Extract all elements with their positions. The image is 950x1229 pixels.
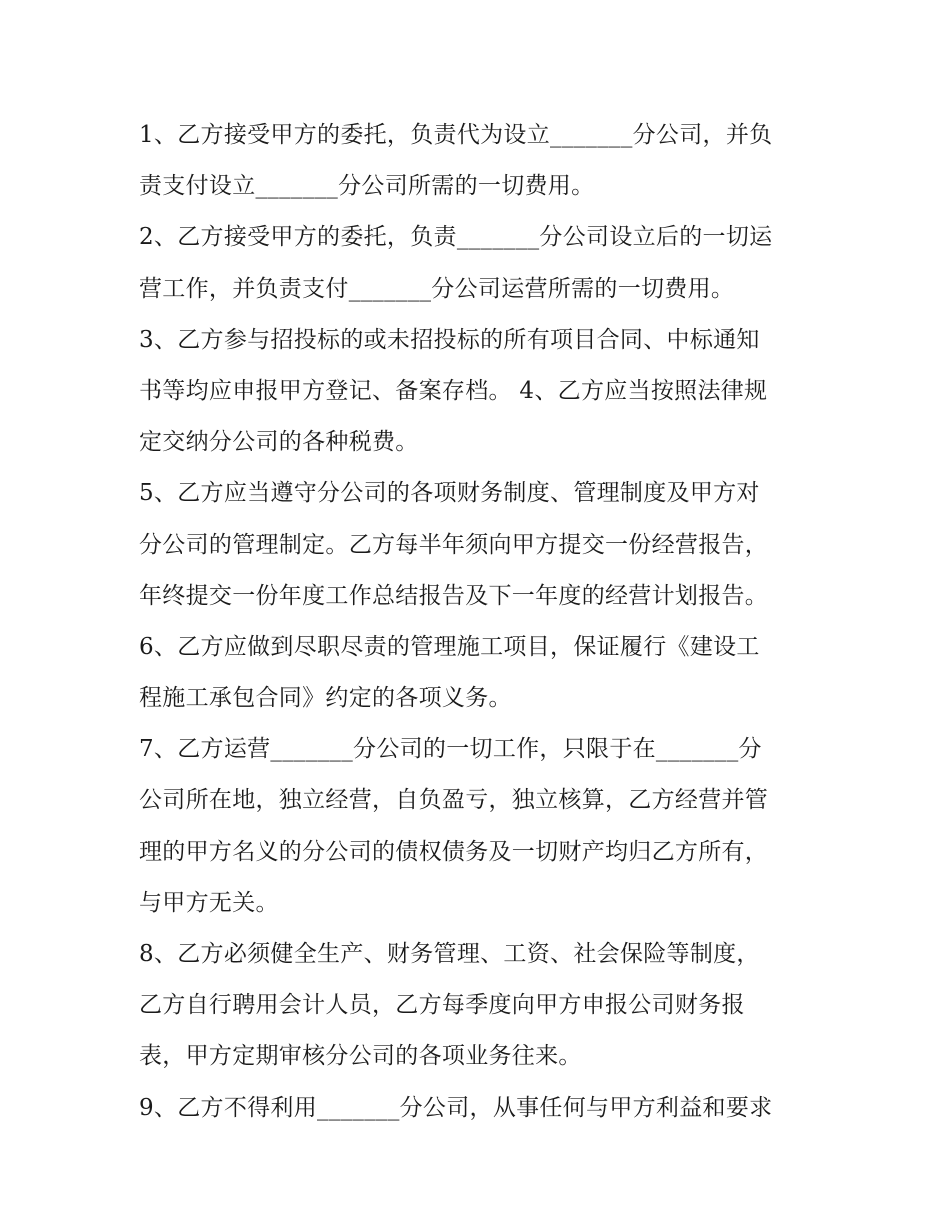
document-body bbox=[139, 110, 819, 1134]
text-line: 与甲方无关。 bbox=[139, 889, 279, 916]
text-line: 表，甲方定期审核分公司的各项业务往来。 bbox=[139, 1043, 582, 1070]
text-line: 定交纳分公司的各种税费。 bbox=[139, 429, 419, 456]
text-line: 6、乙方应做到尽职尽责的管理施工项目，保证履行《建设工 bbox=[139, 633, 760, 660]
text-line: 书等均应申报甲方登记、备案存档。 4、乙方应当按照法律规 bbox=[139, 377, 768, 404]
text-line: 2、乙方接受甲方的委托，负责_______分公司设立后的一切运 bbox=[139, 224, 773, 251]
text-line: 1、乙方接受甲方的委托，负责代为设立_______分公司，并负 bbox=[139, 122, 773, 148]
text-line: 7、乙方运营_______分公司的一切工作，只限于在_______分 bbox=[139, 736, 762, 763]
text-line: 3、乙方参与招投标的或未招投标的所有项目合同、中标通知 bbox=[139, 326, 760, 353]
text-line: 9、乙方不得利用_______分公司，从事任何与甲方利益和要求 bbox=[139, 1094, 773, 1121]
text-line: 分公司的管理制定。乙方每半年须向甲方提交一份经营报告， bbox=[139, 531, 769, 558]
text-line: 5、乙方应当遵守分公司的各项财务制度、管理制度及甲方对 bbox=[139, 480, 760, 507]
text-line: 公司所在地，独立经营，自负盈亏，独立核算，乙方经营并管 bbox=[139, 787, 769, 814]
text-line: 理的甲方名义的分公司的债权债务及一切财产均归乙方所有， bbox=[139, 838, 769, 865]
text-line: 程施工承包合同》约定的各项义务。 bbox=[139, 685, 512, 712]
text-line: 责支付设立_______分公司所需的一切费用。 bbox=[139, 173, 595, 200]
text-line: 乙方自行聘用会计人员，乙方每季度向甲方申报公司财务报 bbox=[139, 992, 745, 1019]
text-line: 年终提交一份年度工作总结报告及下一年度的经营计划报告。 bbox=[139, 582, 769, 609]
text-line: 营工作，并负责支付_______分公司运营所需的一切费用。 bbox=[139, 275, 735, 302]
text-line: 8、乙方必须健全生产、财务管理、工资、社会保险等制度， bbox=[139, 941, 760, 967]
